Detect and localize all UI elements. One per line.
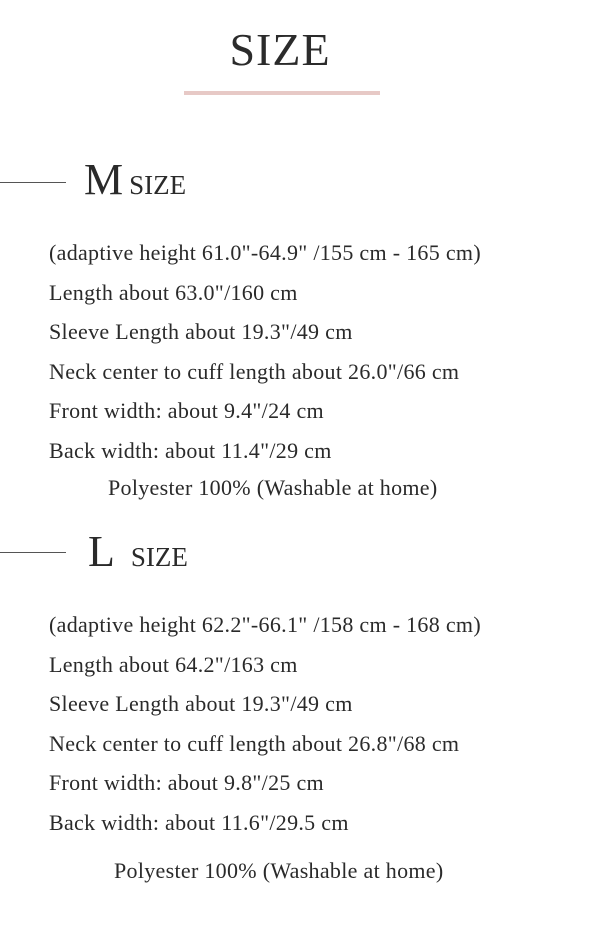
spec-line: (adaptive height 62.2"-66.1" /158 cm - 168 cm) [49,612,481,637]
spec-list-m [49,233,481,470]
spec-line: Sleeve Length about 19.3"/49 cm [49,319,353,344]
spec-line: Back width: about 11.6"/29.5 cm [49,809,349,835]
title-underline [184,91,380,95]
spec-list-l [49,605,481,842]
spec-line: Sleeve Length about 19.3"/49 cm [49,691,353,716]
spec-line: Back width: about 11.4"/29 cm [49,437,332,463]
spec-line: Front width: about 9.4"/24 cm [49,398,324,423]
spec-line: Length about 64.2"/163 cm [49,651,298,677]
material-note-l: Polyester 100% (Washable at home) [114,858,444,883]
page-title: SIZE [229,24,331,75]
spec-line: Length about 63.0"/160 cm [49,279,298,305]
section-rule-m [0,182,66,183]
size-letter: M [84,155,124,204]
material-note-m: Polyester 100% (Washable at home) [108,475,438,500]
section-heading-l [88,527,188,576]
spec-line: (adaptive height 61.0"-64.9" /155 cm - 165 cm) [49,240,481,265]
spec-line: Front width: about 9.8"/25 cm [49,770,324,795]
section-heading-m [84,155,187,204]
spec-line: Neck center to cuff length about 26.8"/68 cm [49,730,460,756]
size-letter: L [88,527,115,576]
size-word: SIZE [129,170,187,200]
size-word: SIZE [130,542,188,572]
section-rule-l [0,552,66,553]
spec-line: Neck center to cuff length about 26.0"/66 cm [49,358,460,384]
